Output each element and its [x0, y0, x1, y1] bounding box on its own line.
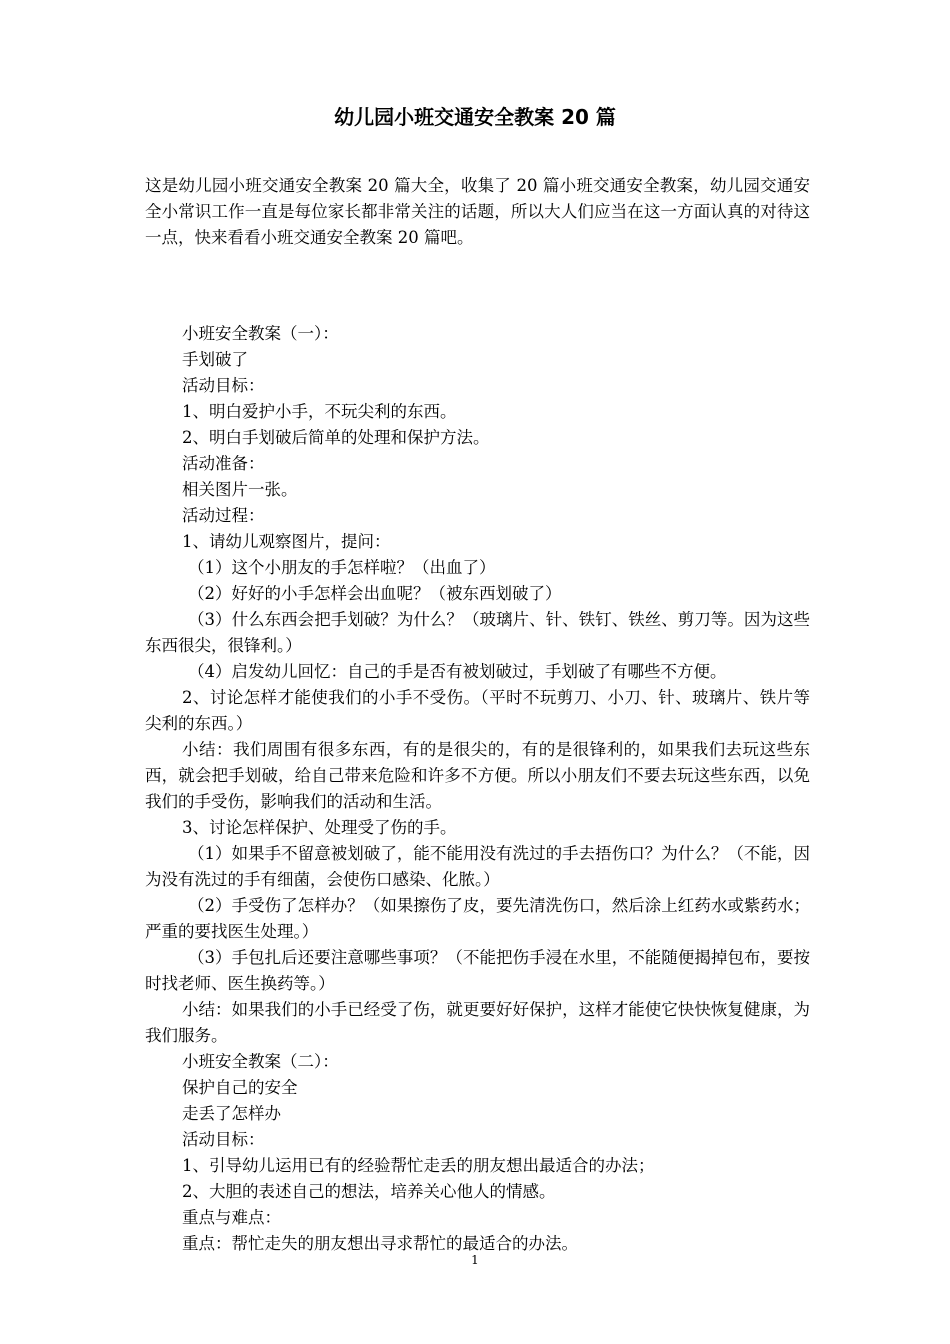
- summary-paragraph: 小结：如果我们的小手已经受了伤，就更要好好保护，这样才能使它快快恢复健康，为我们服务。: [145, 1000, 810, 1045]
- document-title: 幼儿园小班交通安全教案 20 篇: [334, 105, 616, 129]
- list-item: 1、引导幼儿运用已有的经验帮忙走丢的朋友想出最适合的办法；: [182, 1156, 655, 1175]
- page-number: 1: [471, 1253, 479, 1267]
- list-item: （2）好好的小手怎样会出血呢？（被东西划破了）: [188, 584, 562, 603]
- list-item: 2、讨论怎样才能使我们的小手不受伤。（平时不玩剪刀、小刀、针、玻璃片、铁片等尖利的东西。）: [145, 688, 810, 733]
- list-item: （4）启发幼儿回忆：自己的手是否有被划破过，手划破了有哪些不方便。: [188, 662, 727, 681]
- lesson-title: 保护自己的安全: [182, 1078, 298, 1097]
- list-item: （1）这个小朋友的手怎样啦？（出血了）: [188, 558, 496, 577]
- list-item: 1、请幼儿观察图片，提问：: [182, 532, 391, 551]
- lesson-title: 手划破了: [182, 350, 248, 369]
- paragraph: 相关图片一张。: [182, 480, 298, 499]
- list-item: 2、大胆的表述自己的想法，培养关心他人的情感。: [182, 1182, 556, 1201]
- list-item: 1、明白爱护小手，不玩尖利的东西。: [182, 402, 457, 421]
- list-item: （3）什么东西会把手划破？为什么？（玻璃片、针、铁钉、铁丝、剪刀等。因为这些东西很尖，很锋利。）: [145, 610, 810, 655]
- section-heading: 小班安全教案（二）：: [182, 1052, 339, 1071]
- intro-paragraph: 这是幼儿园小班交通安全教案 20 篇大全，收集了 20 篇小班交通安全教案，幼儿园交通安全小常识工作一直是每位家长都非常关注的话题，所以大人们应当在这一方面认真的对待这一点，快来看看小班交通安全教案 20 篇吧。: [145, 176, 810, 247]
- lesson-title: 走丢了怎样办: [182, 1104, 281, 1123]
- list-item: 3、讨论怎样保护、处理受了伤的手。: [182, 818, 457, 837]
- document-body: [145, 321, 810, 1257]
- subheading: 重点与难点：: [182, 1208, 281, 1227]
- list-item: （1）如果手不留意被划破了，能不能用没有洗过的手去捂伤口？为什么？（不能，因为没有洗过的手有细菌，会使伤口感染、化脓。）: [145, 844, 810, 889]
- summary-paragraph: 小结：我们周围有很多东西，有的是很尖的，有的是很锋利的，如果我们去玩这些东西，就会把手划破，给自己带来危险和许多不方便。所以小朋友们不要去玩这些东西，以免我们的手受伤，影响我们的活动和生活。: [145, 740, 810, 811]
- list-item: 2、明白手划破后简单的处理和保护方法。: [182, 428, 490, 447]
- list-item: （2）手受伤了怎样办？（如果擦伤了皮，要先清洗伤口，然后涂上红药水或紫药水；严重的要找医生处理。）: [145, 896, 810, 941]
- subheading: 活动过程：: [182, 506, 265, 525]
- section-heading: 小班安全教案（一）：: [182, 324, 339, 343]
- paragraph: 重点：帮忙走失的朋友想出寻求帮忙的最适合的办法。: [182, 1234, 578, 1253]
- subheading: 活动目标：: [182, 1130, 265, 1149]
- subheading: 活动目标：: [182, 376, 265, 395]
- list-item: （3）手包扎后还要注意哪些事项？（不能把伤手浸在水里，不能随便揭掉包布，要按时找老师、医生换药等。）: [145, 948, 810, 993]
- subheading: 活动准备：: [182, 454, 265, 473]
